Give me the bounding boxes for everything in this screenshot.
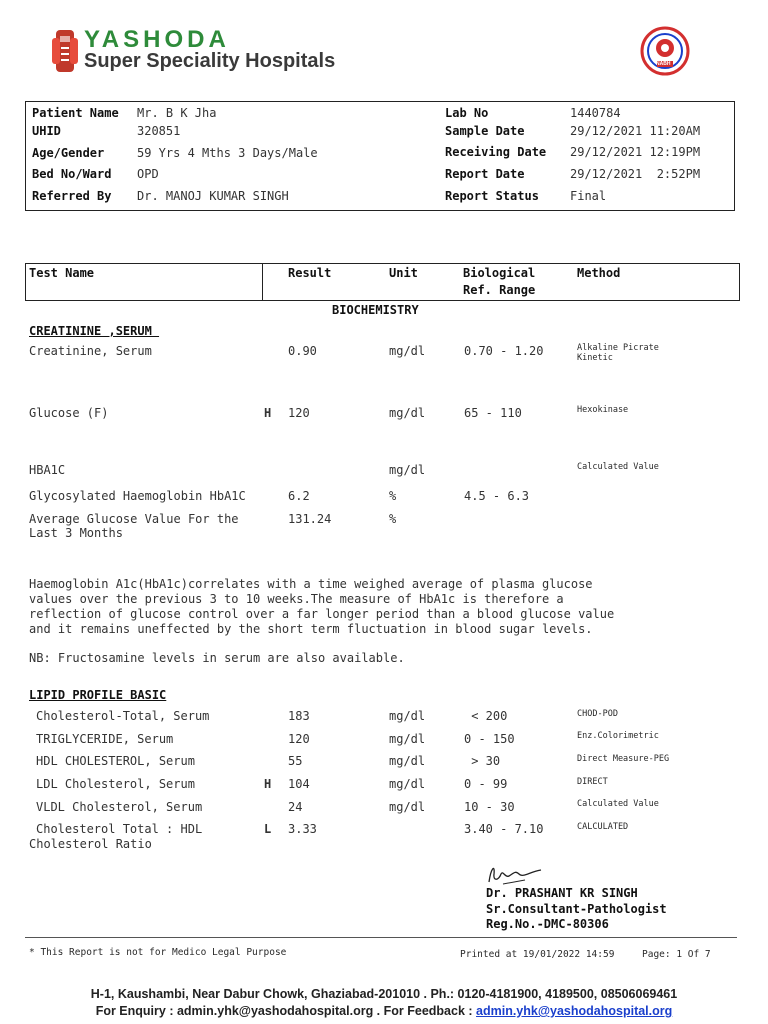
test-result: 3.33 xyxy=(288,822,317,836)
report-status-label: Report Status xyxy=(445,189,539,203)
contact-line xyxy=(0,1004,768,1018)
receiving-date-label: Receiving Date xyxy=(445,145,547,159)
abnormal-flag-low: L xyxy=(264,822,272,836)
age-gender-label: Age/Gender xyxy=(32,146,105,160)
test-unit: mg/dl xyxy=(389,406,426,420)
test-method: Direct Measure-PEG xyxy=(577,754,670,764)
logo-emblem-icon xyxy=(48,28,82,74)
page-number: Page: 1 Of 7 xyxy=(642,949,711,960)
footer-divider xyxy=(25,937,737,938)
test-range: 0 - 99 xyxy=(464,777,508,791)
handwritten-signature xyxy=(485,860,545,888)
header-divider xyxy=(262,264,263,300)
test-name: Glucose (F) xyxy=(29,406,109,420)
test-unit: mg/dl xyxy=(389,344,426,358)
enquiry-text: For Enquiry : admin.yhk@yashodahospital.org . For Feedback : xyxy=(95,1004,477,1018)
test-method: Calculated Value xyxy=(577,462,659,472)
bed-ward-label: Bed No/Ward xyxy=(32,167,112,181)
test-unit: mg/dl xyxy=(389,777,426,791)
test-result: 24 xyxy=(288,800,303,814)
referred-by-value: Dr. MANOJ KUMAR SINGH xyxy=(137,189,289,203)
feedback-email-link[interactable]: admin.yhk@yashodahospital.org xyxy=(476,1004,673,1018)
col-result: Result xyxy=(288,266,332,280)
legal-disclaimer: * This Report is not for Medico Legal Purpose xyxy=(29,947,287,958)
nabh-badge xyxy=(640,26,690,76)
test-unit: mg/dl xyxy=(389,463,426,477)
age-gender-value: 59 Yrs 4 Mths 3 Days/Male xyxy=(137,146,318,160)
test-range: < 200 xyxy=(464,709,508,723)
nabh-seal-icon xyxy=(640,26,690,76)
note-line: and it remains uneffected by the short term fluctuation in blood sugar levels. xyxy=(29,622,593,636)
bed-ward-value: OPD xyxy=(137,167,159,181)
test-range: > 30 xyxy=(464,754,501,768)
test-result: 131.24 xyxy=(288,512,332,526)
test-name: Cholesterol Total : HDL Cholesterol Ratio xyxy=(29,822,203,851)
report-date-value: 29/12/2021 2:52PM xyxy=(570,167,701,181)
test-range: 10 - 30 xyxy=(464,800,515,814)
results-table-header xyxy=(25,263,740,301)
col-test-name: Test Name xyxy=(29,266,95,280)
test-unit: % xyxy=(389,489,397,503)
note-line: reflection of glucose control over a far longer period than a blood glucose value xyxy=(29,607,615,621)
test-name: Glycosylated Haemoglobin HbA1C xyxy=(29,489,246,503)
lab-no-label: Lab No xyxy=(445,106,489,120)
lab-no-value: 1440784 xyxy=(570,106,621,120)
test-method: Enz.Colorimetric xyxy=(577,731,659,741)
test-result: 0.90 xyxy=(288,344,317,358)
test-range: 65 - 110 xyxy=(464,406,522,420)
test-result: 183 xyxy=(288,709,310,723)
pathologist-title: Sr.Consultant-Pathologist xyxy=(486,902,667,916)
test-method: Alkaline Picrate Kinetic xyxy=(577,343,659,363)
note-line: values over the previous 3 to 10 weeks.The measure of HbA1c is therefore a xyxy=(29,592,564,606)
test-name: LDL Cholesterol, Serum xyxy=(36,777,195,791)
test-range: 3.40 - 7.10 xyxy=(464,822,544,836)
test-range: 0 - 150 xyxy=(464,732,515,746)
nabh-label: NABH xyxy=(656,61,671,67)
test-method: Calculated Value xyxy=(577,799,659,809)
test-unit: mg/dl xyxy=(389,754,426,768)
referred-by-label: Referred By xyxy=(32,189,112,203)
note-line: Haemoglobin A1c(HbA1c)correlates with a time weighed average of plasma glucose xyxy=(29,577,593,591)
test-method: CHOD-POD xyxy=(577,709,618,719)
uhid-label: UHID xyxy=(32,124,61,138)
hospital-address: H-1, Kaushambi, Near Dabur Chowk, Ghaziabad-201010 . Ph.: 0120-4181900, 4189500, 08506069461 xyxy=(90,987,678,1001)
test-range: 4.5 - 6.3 xyxy=(464,489,530,503)
test-result: 104 xyxy=(288,777,310,791)
test-name: VLDL Cholesterol, Serum xyxy=(36,800,203,814)
test-name: Average Glucose Value For the Last 3 Months xyxy=(29,512,239,540)
patient-name-label: Patient Name xyxy=(32,106,119,120)
printed-timestamp: Printed at 19/01/2022 14:59 xyxy=(460,949,615,960)
pathologist-reg: Reg.No.-DMC-80306 xyxy=(486,917,609,931)
test-unit: mg/dl xyxy=(389,709,426,723)
test-unit: % xyxy=(389,512,397,526)
test-unit: mg/dl xyxy=(389,800,426,814)
nb-note: NB: Fructosamine levels in serum are also available. xyxy=(29,651,405,665)
col-ref-range-2: Ref. Range xyxy=(463,283,536,297)
test-method: DIRECT xyxy=(577,777,608,787)
col-method: Method xyxy=(577,266,621,280)
receiving-date-value: 29/12/2021 12:19PM xyxy=(570,145,701,159)
test-range: 0.70 - 1.20 xyxy=(464,344,544,358)
col-unit: Unit xyxy=(389,266,418,280)
hospital-name: YASHODA xyxy=(84,26,230,53)
signature-icon xyxy=(485,860,545,888)
patient-name-value: Mr. B K Jha xyxy=(137,106,217,120)
test-result: 120 xyxy=(288,732,310,746)
test-result: 6.2 xyxy=(288,489,310,503)
hospital-logo xyxy=(48,28,82,74)
hospital-subtitle: Super Speciality Hospitals xyxy=(84,50,336,72)
department-title: BIOCHEMISTRY xyxy=(332,303,419,317)
pathologist-name: Dr. PRASHANT KR SINGH xyxy=(486,886,638,900)
abnormal-flag-high: H xyxy=(264,777,272,791)
uhid-value: 320851 xyxy=(137,124,181,138)
test-result: 55 xyxy=(288,754,303,768)
test-name: HDL CHOLESTEROL, Serum xyxy=(36,754,195,768)
section-title-creatinine: CREATININE ,SERUM xyxy=(29,324,160,338)
col-ref-range-1: Biological xyxy=(463,266,536,280)
section-title-lipid: LIPID PROFILE BASIC xyxy=(29,688,167,702)
abnormal-flag-high: H xyxy=(264,406,272,420)
test-name: Creatinine, Serum xyxy=(29,344,152,358)
test-name: Cholesterol-Total, Serum xyxy=(36,709,210,723)
sample-date-value: 29/12/2021 11:20AM xyxy=(570,124,701,138)
test-method: CALCULATED xyxy=(577,822,629,832)
test-unit: mg/dl xyxy=(389,732,426,746)
test-name: TRIGLYCERIDE, Serum xyxy=(36,732,174,746)
report-status-value: Final xyxy=(570,189,607,203)
test-method: Hexokinase xyxy=(577,405,629,415)
report-date-label: Report Date xyxy=(445,167,525,181)
test-result: 120 xyxy=(288,406,310,420)
sample-date-label: Sample Date xyxy=(445,124,525,138)
test-name: HBA1C xyxy=(29,463,66,477)
